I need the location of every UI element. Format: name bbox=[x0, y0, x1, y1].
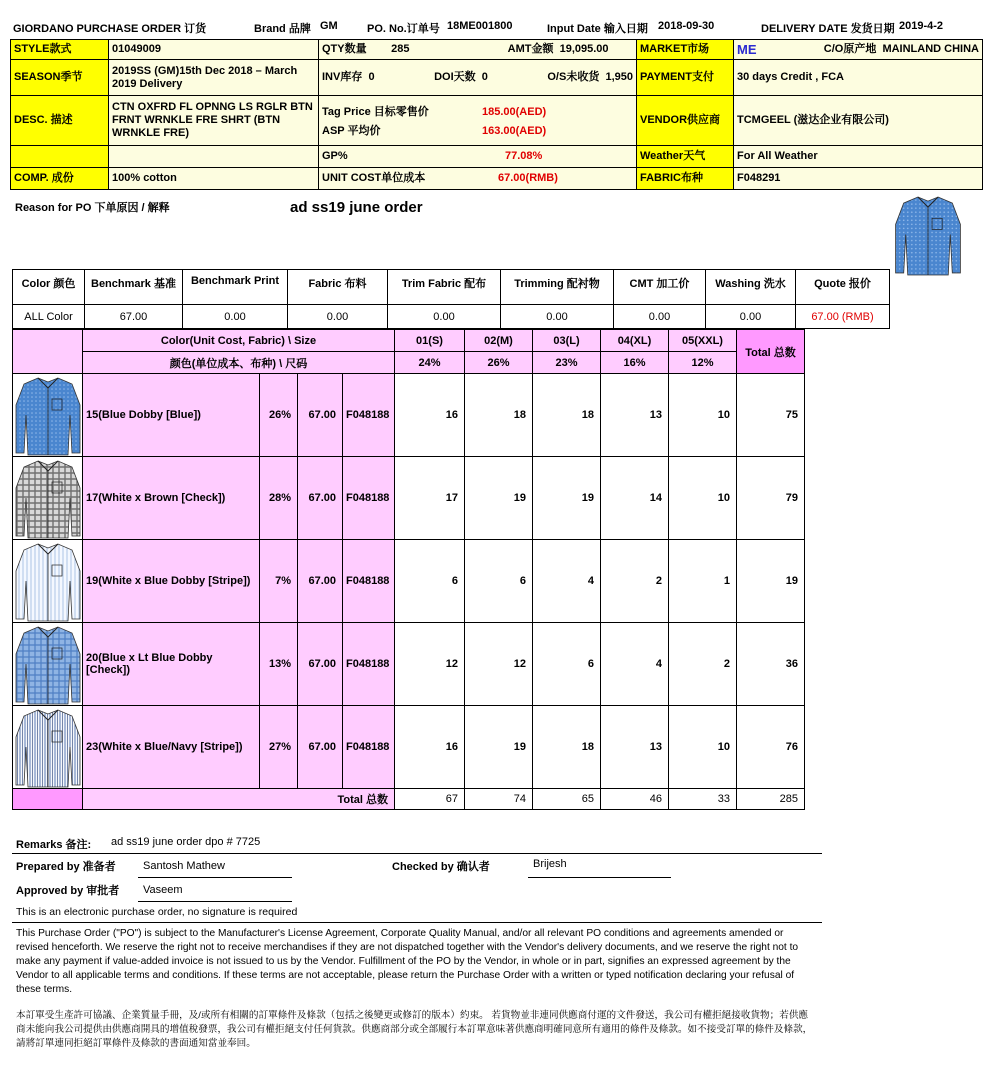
brand-value: GM bbox=[320, 20, 338, 32]
color-name: 17(White x Brown [Check]) bbox=[83, 457, 260, 540]
season-label: SEASON季节 bbox=[11, 60, 109, 96]
qty-cell: 18 bbox=[533, 374, 601, 457]
color-name: 23(White x Blue/Navy [Stripe]) bbox=[83, 706, 260, 789]
color-cost: 67.00 bbox=[298, 540, 343, 623]
input-date-label: Input Date 输入日期 bbox=[547, 23, 648, 35]
prepared-label: Prepared by 准备者 bbox=[16, 861, 116, 873]
cost-header: Benchmark Print bbox=[183, 270, 288, 305]
color-pct: 28% bbox=[260, 457, 298, 540]
qty-cell: 10 bbox=[669, 374, 737, 457]
gp-cell bbox=[319, 146, 637, 168]
size-header: 04(XL) bbox=[601, 330, 669, 352]
origin-label: C/O原产地 bbox=[823, 43, 877, 55]
shirt-blue-check-image bbox=[14, 624, 82, 705]
qty-cell: 2 bbox=[601, 540, 669, 623]
cost-header: Washing 洗水 bbox=[706, 270, 796, 305]
qty-cell: 10 bbox=[669, 706, 737, 789]
payment-value: 30 days Credit , FCA bbox=[734, 60, 983, 96]
qty-cell: 4 bbox=[601, 623, 669, 706]
qty-cell: 19 bbox=[533, 457, 601, 540]
color-fabric: F048188 bbox=[343, 706, 395, 789]
table-row bbox=[13, 374, 805, 457]
color-pct: 26% bbox=[260, 374, 298, 457]
qty-cell: 16 bbox=[395, 706, 465, 789]
cost-header: Trimming 配衬物 bbox=[501, 270, 614, 305]
brand-label: Brand 品牌 bbox=[254, 23, 311, 35]
qty-cell: 2 bbox=[669, 623, 737, 706]
row-total: 76 bbox=[737, 706, 805, 789]
qty-cell: 13 bbox=[601, 374, 669, 457]
fabric-value: F048291 bbox=[734, 168, 983, 190]
price-cell bbox=[319, 96, 637, 146]
table-row bbox=[13, 457, 805, 540]
delivery-date-label: DELIVERY DATE 发货日期 bbox=[761, 23, 895, 35]
approved-label: Approved by 审批者 bbox=[16, 885, 120, 897]
size-header: 05(XXL) bbox=[669, 330, 737, 352]
matrix-head-en: Color(Unit Cost, Fabric) \ Size bbox=[83, 330, 395, 352]
size-total: 33 bbox=[669, 789, 737, 810]
season-value: 2019SS (GM)15th Dec 2018 – March 2019 Delivery bbox=[109, 60, 319, 96]
market-label: MARKET市场 bbox=[637, 40, 734, 60]
checked-value: Brijesh bbox=[533, 858, 567, 870]
quote-value: 67.00 (RMB) bbox=[796, 305, 890, 329]
size-total: 74 bbox=[465, 789, 533, 810]
vendor-value: TCMGEEL (滋达企业有限公司) bbox=[734, 96, 983, 146]
product-thumbnail bbox=[893, 194, 963, 276]
row-total: 75 bbox=[737, 374, 805, 457]
os-value: 1,950 bbox=[605, 71, 633, 83]
color-swatch-cell bbox=[13, 374, 83, 457]
totals-row bbox=[13, 789, 805, 810]
shirt-white-blue-stripe-image bbox=[14, 541, 82, 622]
qty-cell: 4 bbox=[533, 540, 601, 623]
qty-cell: 14 bbox=[601, 457, 669, 540]
cost-header: Color 颜色 bbox=[13, 270, 85, 305]
asp-value: 163.00(AED) bbox=[482, 125, 547, 137]
desc-value: CTN OXFRD FL OPNNG LS RGLR BTN FRNT WRNKLE FRE SHRT (BTN WRNKLE FRE) bbox=[109, 96, 319, 146]
color-fabric: F048188 bbox=[343, 623, 395, 706]
totals-corner bbox=[13, 789, 83, 810]
blank-label bbox=[11, 146, 109, 168]
market-origin-cell bbox=[734, 40, 983, 60]
color-pct: 7% bbox=[260, 540, 298, 623]
row-total: 79 bbox=[737, 457, 805, 540]
cost-value: 0.00 bbox=[183, 305, 288, 329]
cost-header: Benchmark 基准 bbox=[85, 270, 183, 305]
color-pct: 13% bbox=[260, 623, 298, 706]
inv-label: INV库存 bbox=[322, 71, 363, 83]
color-cost: 67.00 bbox=[298, 374, 343, 457]
row-total: 36 bbox=[737, 623, 805, 706]
input-date-value: 2018-09-30 bbox=[658, 20, 715, 32]
doi-label: DOI天数 bbox=[434, 71, 476, 83]
unit-cost-label: UNIT COST单位成本 bbox=[322, 172, 426, 184]
comp-label: COMP. 成份 bbox=[11, 168, 109, 190]
size-header: 01(S) bbox=[395, 330, 465, 352]
shirt-blue-dobby-image bbox=[14, 375, 82, 456]
qty-cell: 10 bbox=[669, 457, 737, 540]
qty-cell: 17 bbox=[395, 457, 465, 540]
asp-label: ASP 平均价 bbox=[322, 125, 381, 137]
weather-label: Weather天气 bbox=[637, 146, 734, 168]
comp-value: 100% cotton bbox=[109, 168, 319, 190]
tag-price-label: Tag Price 目标零售价 bbox=[322, 106, 429, 118]
po-number-value: 18ME001800 bbox=[447, 20, 513, 32]
total-header: Total 总数 bbox=[737, 330, 805, 374]
color-cost: 67.00 bbox=[298, 623, 343, 706]
fabric-label: FABRIC布种 bbox=[637, 168, 734, 190]
cost-header: Quote 报价 bbox=[796, 270, 890, 305]
qty-cell: 12 bbox=[465, 623, 533, 706]
delivery-date-value: 2019-4-2 bbox=[899, 20, 944, 32]
color-name: 19(White x Blue Dobby [Stripe]) bbox=[83, 540, 260, 623]
tag-price-value: 185.00(AED) bbox=[482, 106, 547, 118]
doi-value: 0 bbox=[481, 71, 488, 83]
os-label: O/S未收货 bbox=[547, 71, 600, 83]
color-name: 15(Blue Dobby [Blue]) bbox=[83, 374, 260, 457]
cost-breakdown-table bbox=[12, 269, 890, 329]
blank-value bbox=[109, 146, 319, 168]
table-row bbox=[13, 540, 805, 623]
color-swatch-cell bbox=[13, 457, 83, 540]
size-ratio: 12% bbox=[669, 352, 737, 374]
totals-label: Total 总数 bbox=[83, 789, 395, 810]
size-ratio: 26% bbox=[465, 352, 533, 374]
color-fabric: F048188 bbox=[343, 540, 395, 623]
gp-label: GP% bbox=[322, 150, 348, 162]
cost-value: ALL Color bbox=[13, 305, 85, 329]
origin-value: MAINLAND CHINA bbox=[882, 43, 979, 55]
size-matrix-table bbox=[12, 329, 805, 810]
legal-text-cn: 本訂單受生產許可協議、企業質量手冊，及/或所有相關的訂單條件及條款（包括之後變更或修訂的版本）約束。 若貨物並非連同供應商付運的文件發送，我公司有權拒絕接收貨物；若供應商未能向我公司提供由供應商開具的增值稅發票，我公司有權拒絕支付任何貨款。供應商部分或全部履行本訂單意味著供應商明確同意所有適用的條件及條款。如不接受訂單的條件及條款，請將訂單連同拒絕訂單條件及條款的書面通知當並奉回。 bbox=[16, 1010, 813, 1049]
color-cost: 67.00 bbox=[298, 706, 343, 789]
electronic-notice: This is an electronic purchase order, no signature is required bbox=[16, 906, 298, 918]
qty-value: 285 bbox=[391, 43, 410, 55]
qty-cell: 6 bbox=[395, 540, 465, 623]
checked-label: Checked by 确认者 bbox=[392, 861, 490, 873]
qty-cell: 12 bbox=[395, 623, 465, 706]
shirt-white-brown-check-image bbox=[14, 458, 82, 539]
size-ratio: 24% bbox=[395, 352, 465, 374]
color-cost: 67.00 bbox=[298, 457, 343, 540]
cost-value: 0.00 bbox=[706, 305, 796, 329]
size-ratio: 16% bbox=[601, 352, 669, 374]
inventory-cell bbox=[319, 60, 637, 96]
size-header: 03(L) bbox=[533, 330, 601, 352]
vendor-label: VENDOR供应商 bbox=[637, 96, 734, 146]
reason-value: ad ss19 june order bbox=[290, 199, 423, 216]
legal-text-en: This Purchase Order ("PO") is subject to the Manufacturer's License Agreement, Corporate Quality Manual, and/or all relevant PO conditions and agreements amended or revised henceforth. We reserve the right not to receive merchandises if they are not dispatched together with the Vendor's delivery documents, and we reserve the right not to make any payment if value-added invoice is not issued to us by the Vendor. Fulfillment of the PO by the Vendor, in whole or in part, signifies an expressed agreement by the Vendor to all applicable terms and conditions. If these terms are not acceptable, please return the Purchase Order with a written or typed notification declaring your refusal of these terms. bbox=[16, 928, 799, 995]
amt-label: AMT金额 bbox=[507, 43, 554, 55]
qty-label: QTY数量 bbox=[322, 43, 367, 55]
po-info-table bbox=[10, 39, 983, 190]
matrix-corner bbox=[13, 330, 83, 374]
qty-cell: 6 bbox=[533, 623, 601, 706]
color-swatch-cell bbox=[13, 623, 83, 706]
qty-amt-cell bbox=[319, 40, 637, 60]
qty-cell: 16 bbox=[395, 374, 465, 457]
reason-label: Reason for PO 下单原因 / 解释 bbox=[15, 202, 170, 214]
prepared-value: Santosh Mathew bbox=[143, 860, 225, 872]
row-total: 19 bbox=[737, 540, 805, 623]
approved-value: Vaseem bbox=[143, 884, 183, 896]
qty-cell: 18 bbox=[465, 374, 533, 457]
color-fabric: F048188 bbox=[343, 457, 395, 540]
unit-cost-cell bbox=[319, 168, 637, 190]
table-row bbox=[13, 623, 805, 706]
po-number-label: PO. No.订单号 bbox=[367, 23, 440, 35]
size-ratio: 23% bbox=[533, 352, 601, 374]
grand-total: 285 bbox=[737, 789, 805, 810]
cost-value: 0.00 bbox=[614, 305, 706, 329]
qty-cell: 13 bbox=[601, 706, 669, 789]
style-label: STYLE款式 bbox=[11, 40, 109, 60]
cost-header: CMT 加工价 bbox=[614, 270, 706, 305]
size-header: 02(M) bbox=[465, 330, 533, 352]
cost-value: 67.00 bbox=[85, 305, 183, 329]
cost-header: Trim Fabric 配布 bbox=[388, 270, 501, 305]
table-row bbox=[13, 706, 805, 789]
color-fabric: F048188 bbox=[343, 374, 395, 457]
qty-cell: 1 bbox=[669, 540, 737, 623]
unit-cost-value: 67.00(RMB) bbox=[498, 172, 558, 184]
style-value: 01049009 bbox=[109, 40, 319, 60]
cost-value: 0.00 bbox=[501, 305, 614, 329]
shirt-white-navy-stripe-image bbox=[14, 707, 82, 788]
market-value: ME bbox=[737, 42, 757, 57]
remarks-label: Remarks 备注: bbox=[16, 839, 92, 851]
cost-value: 0.00 bbox=[388, 305, 501, 329]
size-total: 67 bbox=[395, 789, 465, 810]
qty-cell: 19 bbox=[465, 706, 533, 789]
size-total: 65 bbox=[533, 789, 601, 810]
color-pct: 27% bbox=[260, 706, 298, 789]
amt-value: 19,095.00 bbox=[559, 43, 609, 55]
cost-value: 0.00 bbox=[288, 305, 388, 329]
payment-label: PAYMENT支付 bbox=[637, 60, 734, 96]
size-total: 46 bbox=[601, 789, 669, 810]
color-swatch-cell bbox=[13, 706, 83, 789]
color-swatch-cell bbox=[13, 540, 83, 623]
qty-cell: 6 bbox=[465, 540, 533, 623]
qty-cell: 19 bbox=[465, 457, 533, 540]
cost-header: Fabric 布料 bbox=[288, 270, 388, 305]
remarks-value: ad ss19 june order dpo # 7725 bbox=[111, 836, 261, 848]
inv-value: 0 bbox=[368, 71, 375, 83]
color-name: 20(Blue x Lt Blue Dobby [Check]) bbox=[83, 623, 260, 706]
matrix-head-cn: 颜色(单位成本、布种) \ 尺码 bbox=[83, 352, 395, 374]
qty-cell: 18 bbox=[533, 706, 601, 789]
po-company-title: GIORDANO PURCHASE ORDER 订货 bbox=[13, 23, 207, 35]
gp-value: 77.08% bbox=[505, 150, 543, 162]
desc-label: DESC. 描述 bbox=[11, 96, 109, 146]
weather-value: For All Weather bbox=[734, 146, 983, 168]
